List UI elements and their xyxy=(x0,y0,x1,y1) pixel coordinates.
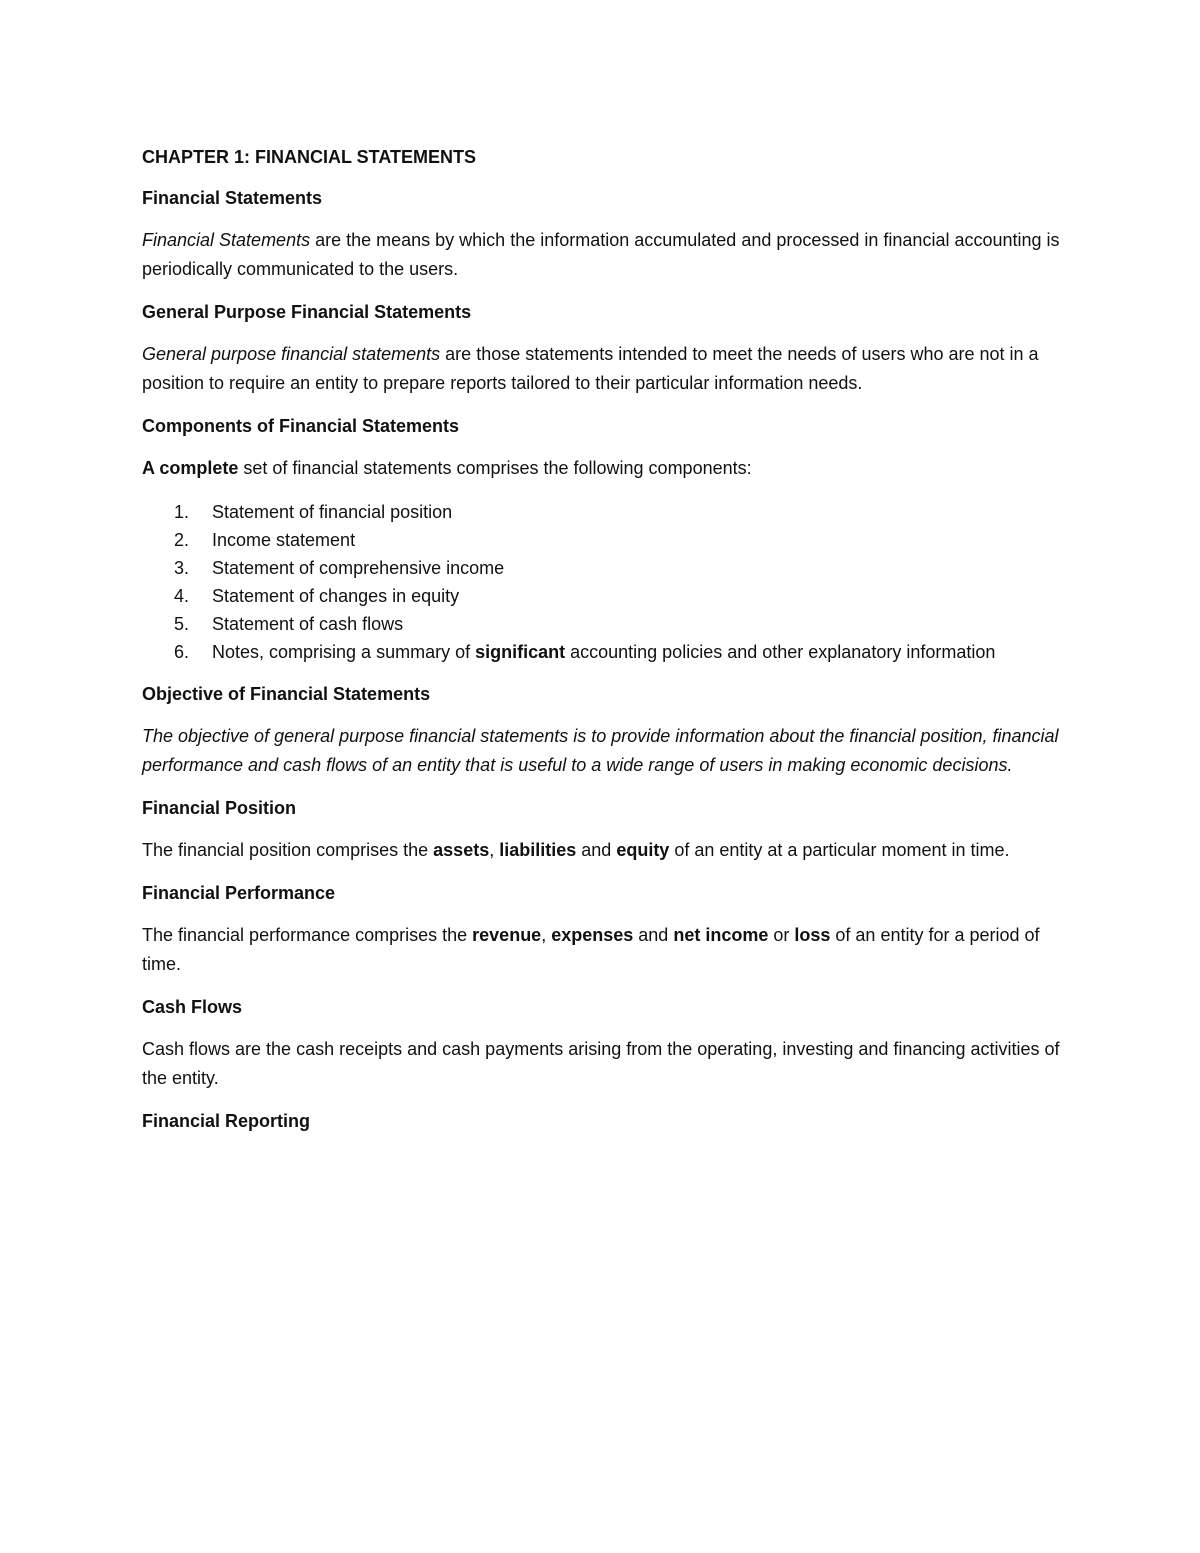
list-item xyxy=(142,526,1072,554)
list-item-text-bold: significant xyxy=(475,642,566,662)
document-body xyxy=(142,144,1072,1149)
heading-financial-performance: Financial Performance xyxy=(142,883,336,903)
list-item xyxy=(142,554,1072,582)
list-item-text-pre: Notes, comprising a summary of xyxy=(212,642,476,662)
text-segment: The financial position comprises the xyxy=(142,840,434,860)
paragraph-cash-flows: Cash flows are the cash receipts and cash payments arising from the operating, investing and financing activities of the entity. xyxy=(142,1039,1060,1088)
definition-general-purpose: are those statements intended to meet the needs of users who are not in a position to require an entity to prepare reports tailored to their particular information needs. xyxy=(142,344,1039,393)
heading-financial-reporting: Financial Reporting xyxy=(142,1111,311,1131)
list-number: 6. xyxy=(174,642,190,662)
bold-term: loss xyxy=(794,925,831,945)
paragraph-general-purpose xyxy=(142,340,1072,398)
text-segment: The financial performance comprises the xyxy=(142,925,473,945)
list-item xyxy=(142,638,1072,666)
chapter-title: CHAPTER 1: FINANCIAL STATEMENTS xyxy=(142,147,477,167)
heading-objective: Objective of Financial Statements xyxy=(142,684,431,704)
list-item xyxy=(142,582,1072,610)
paragraph-financial-position xyxy=(142,836,1072,865)
heading-components: Components of Financial Statements xyxy=(142,416,460,436)
components-intro-bold: A complete xyxy=(142,458,239,478)
paragraph-financial-performance xyxy=(142,921,1072,979)
list-number: 1. xyxy=(174,502,190,522)
paragraph-financial-statements xyxy=(142,226,1072,284)
heading-financial-position: Financial Position xyxy=(142,798,297,818)
text-segment: of an entity at a particular moment in time. xyxy=(669,840,1010,860)
bold-term: net income xyxy=(673,925,769,945)
components-list xyxy=(142,498,1072,666)
list-item xyxy=(142,498,1072,526)
list-number: 4. xyxy=(174,586,190,606)
list-item xyxy=(142,610,1072,638)
term-financial-statements: Financial Statements xyxy=(142,230,311,250)
list-item-text-post: accounting policies and other explanatory information xyxy=(565,642,996,662)
components-intro-rest: set of financial statements comprises the following components: xyxy=(238,458,752,478)
paragraph-components-intro xyxy=(142,454,1072,483)
list-item-text: Statement of financial position xyxy=(212,502,453,522)
list-number: 3. xyxy=(174,558,190,578)
heading-cash-flows: Cash Flows xyxy=(142,997,243,1017)
list-item-text: Statement of changes in equity xyxy=(212,586,460,606)
text-segment: and xyxy=(633,925,674,945)
bold-term: equity xyxy=(616,840,670,860)
term-general-purpose: General purpose financial statements xyxy=(142,344,441,364)
bold-term: revenue xyxy=(472,925,542,945)
bold-term: expenses xyxy=(551,925,634,945)
list-number: 2. xyxy=(174,530,190,550)
text-segment: , xyxy=(489,840,500,860)
list-number: 5. xyxy=(174,614,190,634)
list-item-text: Income statement xyxy=(212,530,356,550)
bold-term: liabilities xyxy=(499,840,577,860)
list-item-text: Statement of cash flows xyxy=(212,614,404,634)
paragraph-objective: The objective of general purpose financial statements is to provide information about the financial position, financial performance and cash flows of an entity that is useful to a wide range of users in making economic decisions. xyxy=(142,726,1059,775)
heading-financial-statements: Financial Statements xyxy=(142,188,323,208)
text-segment: and xyxy=(576,840,617,860)
list-item-text: Statement of comprehensive income xyxy=(212,558,505,578)
text-segment: of an entity for a period of time. xyxy=(142,925,1040,974)
text-segment: , xyxy=(541,925,552,945)
text-segment: or xyxy=(768,925,795,945)
bold-term: assets xyxy=(433,840,490,860)
definition-financial-statements: are the means by which the information accumulated and processed in financial accounting is periodically communicated to the users. xyxy=(142,230,1060,279)
heading-general-purpose: General Purpose Financial Statements xyxy=(142,302,472,322)
